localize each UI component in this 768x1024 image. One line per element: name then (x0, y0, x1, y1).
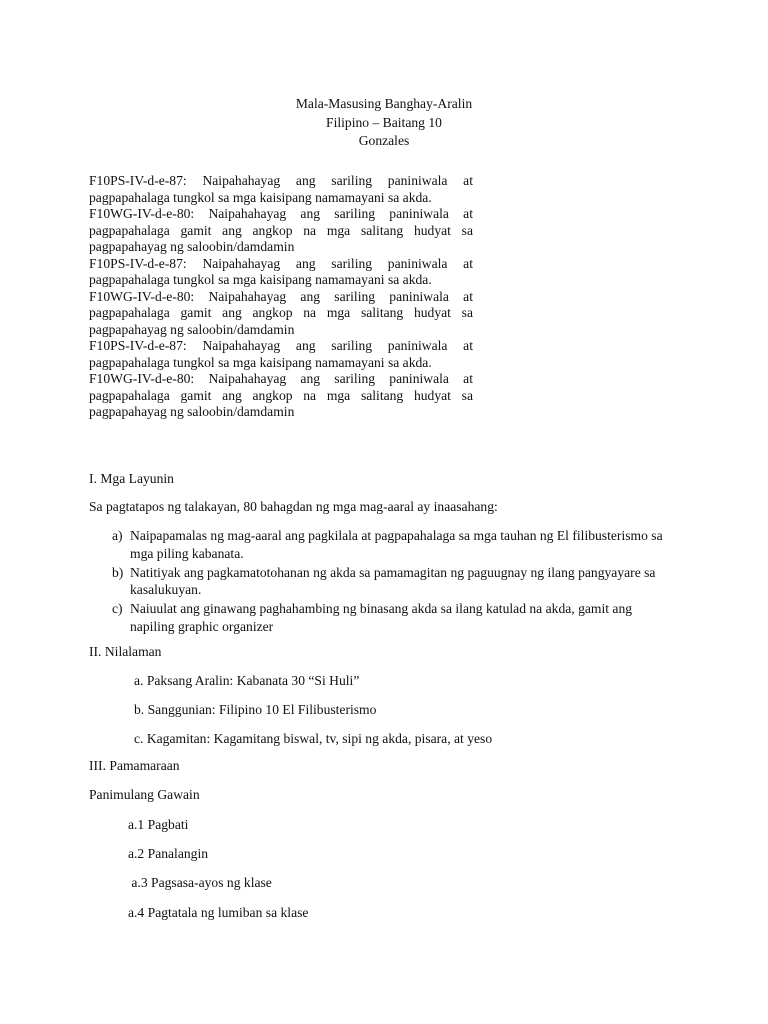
competency-text: Naipahahayag ang sariling paniniwala at pagpapahalaga gamit ang angkop na mga salitang hudyat sa pagpapahayag ng saloobin/damdamin (89, 371, 473, 419)
competency-code: F10WG-IV-d-e-80: (89, 371, 195, 386)
competency-item (89, 371, 473, 421)
procedure-item: a.1 Pagbati (128, 817, 189, 832)
content-item: c. Kagamitan: Kagamitang biswal, tv, sipi ng akda, pisara, at yeso (134, 731, 493, 746)
content-item: a. Paksang Aralin: Kabanata 30 “Si Huli” (134, 673, 360, 688)
list-item-text: Naiuulat ang ginawang paghahambing ng binasang akda sa ilang katulad na akda, gamit ang napiling graphic organizer (130, 601, 633, 634)
list-item-text: Naipapamalas ng mag-aaral ang pagkilala at pagpapahalaga sa mga tauhan ng El filibusterismo sa mga piling kabanata. (130, 528, 663, 561)
procedure-item: a.4 Pagtatala ng lumiban sa klase (128, 905, 309, 920)
section-objectives-heading: I. Mga Layunin (89, 471, 174, 486)
document-teacher: Gonzales (358, 133, 410, 148)
competency-text: Naipahahayag ang sariling paniniwala at pagpapahalaga tungkol sa mga kaisipang namamayani sa akda. (89, 255, 473, 287)
competency-code: F10PS-IV-d-e-87: (89, 173, 187, 188)
competency-item (89, 338, 473, 371)
competency-code: F10PS-IV-d-e-87: (89, 338, 187, 353)
list-marker: a) (112, 528, 123, 543)
competency-text: Naipahahayag ang sariling paniniwala at pagpapahalaga tungkol sa mga kaisipang namamayani sa akda. (89, 173, 473, 205)
list-marker: b) (112, 564, 124, 580)
competency-code: F10PS-IV-d-e-87: (89, 255, 187, 271)
objectives-intro: Sa pagtatapos ng talakayan, 80 bahagdan ng mga mag-aaral ay inaasahang: (89, 499, 498, 514)
list-item-text: Natitiyak ang pagkamatotohanan ng akda sa pamamagitan ng paguugnay ng ilang pangyayare sa kasalukuyan. (130, 564, 656, 597)
competency-item (89, 206, 473, 256)
procedure-item: a.3 Pagsasa-ayos ng klase (128, 875, 272, 890)
competency-item (89, 256, 473, 289)
competency-code: F10WG-IV-d-e-80: (89, 288, 195, 304)
content-item: b. Sanggunian: Filipino 10 El Filibusterismo (134, 702, 377, 717)
competency-text: Naipahahayag ang sariling paniniwala at pagpapahalaga gamit ang angkop na mga salitang hudyat sa pagpapahayag ng saloobin/damdamin (89, 206, 473, 254)
competency-text: Naipahahayag ang sariling paniniwala at pagpapahalaga tungkol sa mga kaisipang namamayani sa akda. (89, 338, 473, 370)
document-header (0, 95, 768, 151)
document-subject: Filipino – Baitang 10 (326, 114, 442, 130)
procedure-item: a.2 Panalangin (128, 846, 209, 861)
document-title: Mala-Masusing Banghay-Aralin (295, 96, 473, 111)
competency-text: Naipahahayag ang sariling paniniwala at pagpapahalaga gamit ang angkop na mga salitang hudyat sa pagpapahayag ng saloobin/damdamin (89, 288, 473, 337)
competency-item (89, 289, 473, 339)
objectives-list (89, 527, 669, 637)
competency-list (89, 173, 473, 421)
list-item (89, 527, 669, 562)
competency-code: F10WG-IV-d-e-80: (89, 206, 195, 221)
section-procedure-heading: III. Pamamaraan (89, 758, 180, 773)
section-content-heading: II. Nilalaman (89, 644, 162, 659)
list-marker: c) (112, 601, 123, 616)
list-item (89, 600, 669, 635)
list-item (89, 564, 669, 599)
procedure-subheading: Panimulang Gawain (89, 787, 200, 802)
competency-item (89, 173, 473, 206)
